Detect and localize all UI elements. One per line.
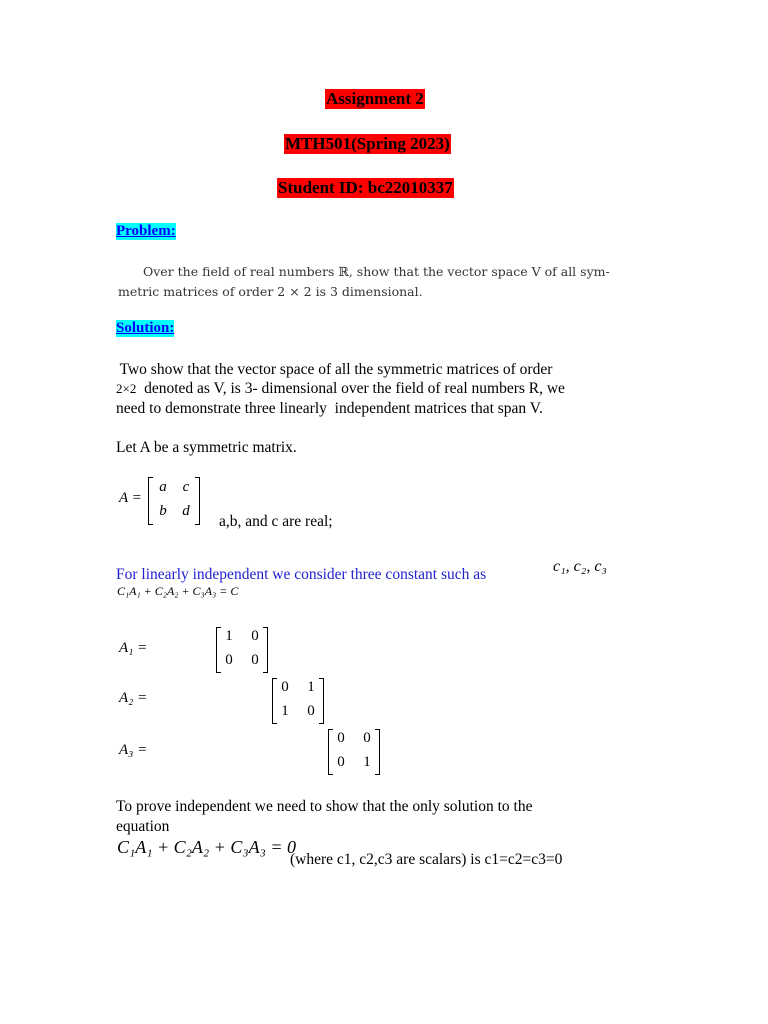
let-a-line: Let A be a symmetric matrix. — [116, 439, 297, 456]
matrix-a1-cell: 0 — [251, 628, 259, 644]
matrix-a1 — [216, 627, 268, 673]
matrix-a2-cell: 0 — [281, 679, 289, 695]
solution-para-line-1: Two show that the vector space of all the symmetric matrices of order — [116, 361, 553, 378]
matrix-a3-label: A₃ = — [119, 742, 148, 758]
matrix-a1-cell: 0 — [251, 652, 259, 668]
solution-para-line-2 — [116, 379, 565, 398]
zero-equation: C₁A₁ + C₂A₂ + C₃A₃ = 0 — [117, 837, 296, 857]
matrix-a3-cell: 0 — [363, 730, 371, 746]
matrix-a — [148, 477, 200, 525]
solution-heading: Solution: — [116, 320, 175, 336]
matrix-a-cell: d — [182, 503, 190, 519]
problem-line-2: metric matrices of order 2 × 2 is 3 dimensional. — [118, 284, 423, 299]
matrix-a1-cell: 1 — [225, 628, 233, 644]
matrix-a2-cell: 1 — [307, 679, 315, 695]
matrix-a2-label: A₂ = — [119, 690, 148, 706]
problem-heading: Problem: — [116, 223, 176, 239]
matrix-a3-cell: 1 — [363, 754, 371, 770]
zero-equation-note: (where c1, c2,c3 are scalars) is c1=c2=c3=0 — [290, 851, 563, 868]
assignment-title: Assignment 2 — [326, 89, 424, 108]
matrix-a-cell: b — [159, 503, 167, 519]
matrix-a-cell: a — [159, 479, 167, 495]
matrix-a3-cell: 0 — [337, 754, 345, 770]
matrix-a2-cell: 0 — [307, 703, 315, 719]
constants-expression: c₁, c₂, c₃ — [553, 558, 607, 575]
prove-line-1: To prove independent we need to show that the only solution to the — [116, 798, 533, 815]
order-expression: 2×2 — [116, 381, 137, 396]
problem-line-1: Over the field of real numbers ℝ, show that the vector space V of all sym- — [143, 264, 610, 279]
matrix-a3 — [328, 729, 380, 775]
matrix-a2 — [272, 678, 324, 724]
solution-para-line-3: need to demonstrate three linearly independent matrices that span V. — [116, 400, 543, 417]
matrix-a1-cell: 0 — [225, 652, 233, 668]
solution-para-line-2-text: denoted as V, is 3- dimensional over the field of real numbers R, we — [136, 380, 565, 397]
lin-indep-text: For linearly independent we consider three constant such as — [116, 566, 487, 583]
combination-expression: C₁A₁ + C₂A₂ + C₃A₃ = C — [117, 584, 239, 598]
matrix-a1-label: A₁ = — [119, 640, 148, 656]
matrix-a2-cell: 1 — [281, 703, 289, 719]
matrix-a3-cell: 0 — [337, 730, 345, 746]
matrix-a-cell: c — [182, 479, 190, 495]
course-code: MTH501(Spring 2023) — [285, 134, 450, 153]
matrix-a-label: A = — [119, 490, 142, 506]
student-id: Student ID: bc22010337 — [278, 178, 453, 197]
matrix-a-note: a,b, and c are real; — [219, 513, 333, 530]
prove-line-2: equation — [116, 818, 170, 835]
